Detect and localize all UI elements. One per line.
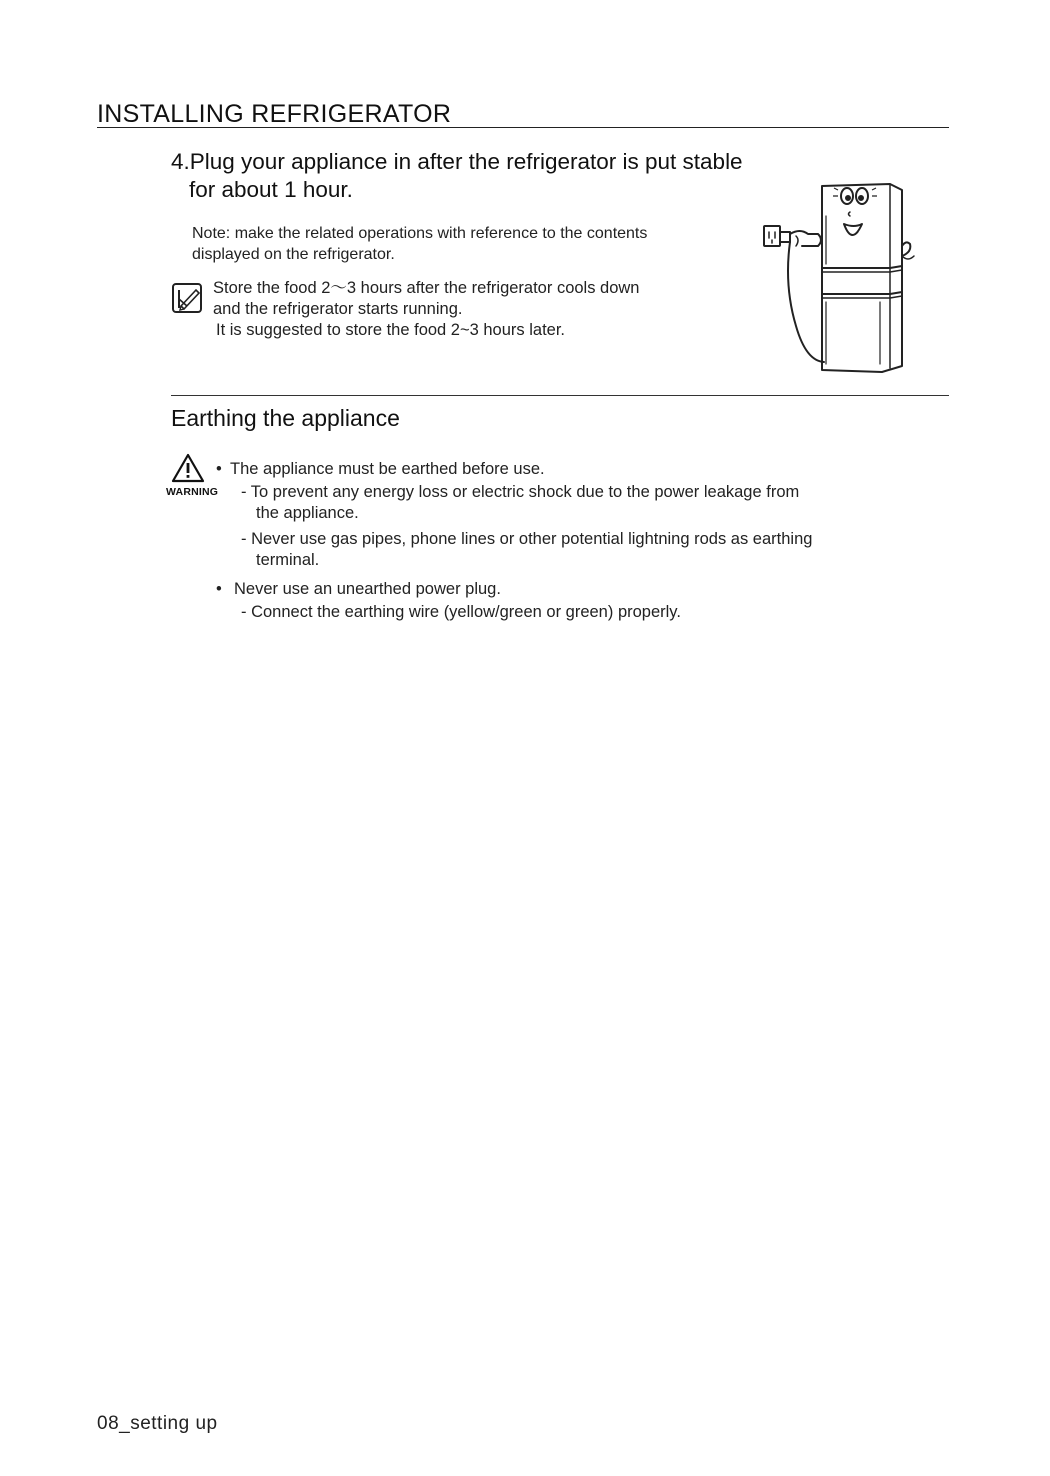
section-divider [171,395,949,396]
step-4-heading-line2: for about 1 hour. [189,177,353,202]
step-4-note-line1: Note: make the related operations with reference to the contents [192,225,648,242]
warning-label: WARNING [166,486,219,498]
earthing-bullet-1: The appliance must be earthed before use. [230,460,545,478]
refrigerator-plug-illustration [756,176,916,378]
tip-line2: and the refrigerator starts running. [213,300,463,318]
earthing-bullet-1-sub-1-line1: - To prevent any energy loss or electric shock due to the power leakage from [241,483,800,501]
earthing-bullet-1-sub-1-line2: the appliance. [256,504,359,522]
step-4-heading-line1: 4.Plug your appliance in after the refrigerator is put stable [171,149,743,174]
tip-line1: Store the food 2〜3 hours after the refrigerator cools down [213,279,640,297]
earthing-bullet-1-sub-2-line2: terminal. [256,551,320,569]
warning-triangle-icon [171,453,205,483]
tip-line3: It is suggested to store the food 2~3 hours later. [216,321,566,339]
earthing-bullet-1-sub-2-line1: - Never use gas pipes, phone lines or other potential lightning rods as earthing [241,530,813,548]
page-title: INSTALLING REFRIGERATOR [97,100,452,128]
earthing-section-title: Earthing the appliance [171,405,400,431]
step-4-note-line2: displayed on the refrigerator. [192,246,395,263]
page-footer: 08_setting up [97,1413,218,1434]
bullet-dot-2: • [216,580,222,598]
note-pencil-icon [171,282,203,314]
bullet-dot-1: • [216,460,222,478]
earthing-bullet-2-sub-1: - Connect the earthing wire (yellow/green or green) properly. [241,603,681,621]
title-divider [97,127,949,128]
earthing-bullet-2: Never use an unearthed power plug. [234,580,501,598]
